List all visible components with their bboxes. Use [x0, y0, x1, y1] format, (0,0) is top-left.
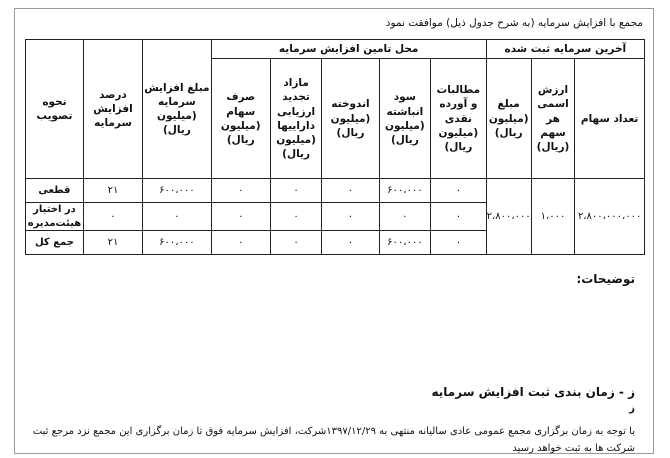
col-par-value: ارزش اسمی هر سهم (ریال)	[531, 59, 575, 179]
row-label: در اختیار هیئت‌مدیره	[26, 203, 84, 231]
cell-reserves: ۰	[322, 203, 379, 231]
col-receivables: مطالبات و آورده نقدی (میلیون ریال)	[431, 59, 487, 179]
document-frame	[14, 8, 654, 454]
capital-increase-table	[25, 39, 645, 255]
col-capital-amount: مبلغ (میلیون ریال)	[486, 59, 531, 179]
col-increase-percent: درصد افزایش سرمایه	[83, 40, 142, 179]
col-approval-type: نحوه تصویب	[26, 40, 84, 179]
col-revaluation: مازاد تجدید ارزیابی داراییها (میلیون ریال)	[270, 59, 322, 179]
cell-increase-percent: ۰	[83, 203, 142, 231]
cell-reserves: ۰	[322, 231, 379, 255]
cell-reserves: ۰	[322, 179, 379, 203]
cell-receivables: ۰	[431, 179, 487, 203]
table-row	[26, 179, 645, 203]
cell-receivables: ۰	[431, 203, 487, 231]
cell-retained-earnings: ۶۰۰،۰۰۰	[379, 179, 431, 203]
cell-share-premium: ۰	[211, 179, 270, 203]
cell-retained-earnings: ۶۰۰،۰۰۰	[379, 231, 431, 255]
notes-label: توضیحات:	[576, 272, 635, 286]
cell-increase-amount: ۰	[143, 203, 212, 231]
footnote-text: با توجه به زمان برگزاری مجمع عمومی عادی سالیانه منتهی به ۱۳۹۷/۱۲/۲۹شرکت، افزایش سرمایه فوق تا زمان برگزاری این مجمع نزد مرجع ثبت شرکت ها به ثبت خواهد رسید	[32, 426, 635, 454]
col-share-premium: صرف سهام (میلیون ریال)	[211, 59, 270, 179]
cell-share-premium: ۰	[211, 231, 270, 255]
col-shares-count: تعداد سهام	[575, 59, 645, 179]
group-header-row	[26, 40, 645, 59]
last-registered-header: آخرین سرمایه ثبت شده	[486, 40, 644, 59]
cell-receivables: ۰	[431, 231, 487, 255]
cell-increase-amount: ۶۰۰،۰۰۰	[143, 231, 212, 255]
cell-retained-earnings: ۰	[379, 203, 431, 231]
cell-revaluation: ۰	[270, 179, 322, 203]
col-retained-earnings: سود انباشته (میلیون ریال)	[379, 59, 431, 179]
row-label: جمع کل	[26, 231, 84, 255]
col-increase-amount: مبلغ افزایش سرمایه (میلیون ریال)	[143, 40, 212, 179]
registered-capital-amount: ۲،۸۰۰،۰۰۰	[486, 179, 531, 255]
cell-increase-percent: ۲۱	[83, 231, 142, 255]
cell-revaluation: ۰	[270, 203, 322, 231]
cell-share-premium: ۰	[211, 203, 270, 231]
section-title: ز - زمان بندی ثبت افزایش سرمایه	[431, 385, 635, 399]
registered-par-value: ۱،۰۰۰	[531, 179, 575, 255]
registered-shares-count: ۲،۸۰۰،۰۰۰،۰۰۰	[575, 179, 645, 255]
cell-increase-amount: ۶۰۰،۰۰۰	[143, 179, 212, 203]
col-reserves: اندوخته (میلیون ریال)	[322, 59, 379, 179]
intro-text: مجمع با افزایش سرمایه (به شرح جدول ذیل) موافقت نمود	[385, 17, 643, 29]
section-mark: ز	[629, 403, 635, 414]
cell-increase-percent: ۲۱	[83, 179, 142, 203]
cell-revaluation: ۰	[270, 231, 322, 255]
funding-sources-header: محل تامین افزایش سرمایه	[211, 40, 486, 59]
row-label: قطعی	[26, 179, 84, 203]
